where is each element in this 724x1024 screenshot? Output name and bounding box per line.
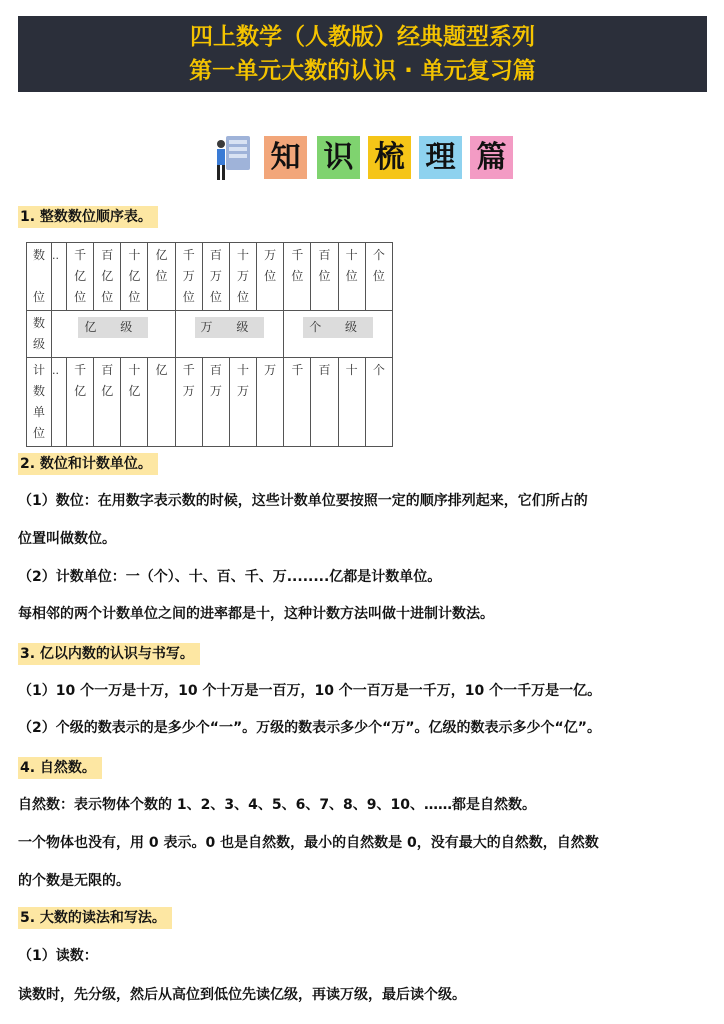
title-banner [18,16,707,92]
table-cell: 百 [311,358,338,447]
table-cell: 千 万 [175,358,202,447]
title-line-1: 四上数学（人教版）经典题型系列 [190,24,535,50]
table-cell: 千 万 位 [175,243,202,311]
table-cell: 百 万 [202,358,229,447]
table-cell: 千 亿 位 [67,243,94,311]
section-heading-3: 3. 亿以内数的认识与书写。 [18,643,200,665]
knowledge-banner [212,132,522,182]
period-label: 亿 级 [78,317,148,338]
table-row [27,358,393,447]
table-cell: 百 亿 [94,358,121,447]
period-cell-wan [175,311,284,358]
section-heading-1: 1. 整数数位顺序表。 [18,206,158,228]
banner-char-4: 理 [419,136,462,179]
paragraph: 一个物体也没有，用 0 表示。0 也是自然数，最小的自然数是 0，没有最大的自然数，自然数 [18,835,599,851]
paragraph: （1）10 个一万是十万，10 个十万是一百万，10 个一百万是一千万，10 个一千万是一亿。 [18,683,602,699]
section-heading-2: 2. 数位和计数单位。 [18,453,158,475]
banner-char-1: 知 [264,136,307,179]
paragraph: 读数时，先分级，然后从高位到低位先读亿级，再读万级，最后读个级。 [18,987,466,1003]
table-cell: 亿 位 [148,243,175,311]
paragraph: （2）计数单位：一（个）、十、百、千、万........亿都是计数单位。 [18,569,442,585]
table-cell: 十 万 位 [229,243,256,311]
table-cell: 十 亿 位 [121,243,148,311]
banner-char-5: 篇 [470,136,513,179]
table-cell: 百 万 位 [202,243,229,311]
paragraph: （2）个级的数表示的是多少个“一”。万级的数表示多少个“万”。亿级的数表示多少个“亿”。 [18,720,601,736]
period-cell-ge [284,311,393,358]
table-cell: 十 亿 [121,358,148,447]
table-cell: 百 亿 位 [94,243,121,311]
table-cell: 亿 [148,358,175,447]
paragraph: （1）数位：在用数字表示数的时候，这些计数单位要按照一定的顺序排列起来，它们所占的 [18,493,588,509]
period-label: 万 级 [195,317,265,338]
period-cell-yi [52,311,176,358]
table-cell: 个 位 [365,243,392,311]
table-cell: 千 亿 [67,358,94,447]
ellipsis-cell: .. [52,243,67,311]
table-cell: 千 [284,358,311,447]
paragraph: 每相邻的两个计数单位之间的进率都是十，这种计数方法叫做十进制计数法。 [18,606,494,622]
table-cell: 万 位 [257,243,284,311]
section-heading-4: 4. 自然数。 [18,757,102,779]
row-label-digit-place: 数 位 [27,243,52,311]
paragraph: 自然数：表示物体个数的 1、2、3、4、5、6、7、8、9、10、……都是自然数。 [18,797,537,813]
table-cell: 千 位 [284,243,311,311]
table-cell: 十 万 [229,358,256,447]
table-row [27,311,393,358]
table-row [27,243,393,311]
table-cell: 万 [257,358,284,447]
table-cell: 百 位 [311,243,338,311]
row-label-period: 数 级 [27,311,52,358]
table-cell: 十 [338,358,365,447]
table-cell: 个 [365,358,392,447]
row-label-counting-unit: 计 数 单 位 [27,358,52,447]
banner-char-2: 识 [317,136,360,179]
ellipsis-cell: .. [52,358,67,447]
banner-char-3: 梳 [368,136,411,179]
paragraph: 位置叫做数位。 [18,531,116,547]
paragraph: 的个数是无限的。 [18,873,130,889]
period-label: 个 级 [303,317,373,338]
section-heading-5: 5. 大数的读法和写法。 [18,907,172,929]
table-cell: 十 位 [338,243,365,311]
place-value-table [26,242,393,447]
paragraph: （1）读数： [18,948,98,964]
teacher-board-icon [212,134,256,184]
title-line-2: 第一单元大数的认识 · 单元复习篇 [189,58,536,84]
